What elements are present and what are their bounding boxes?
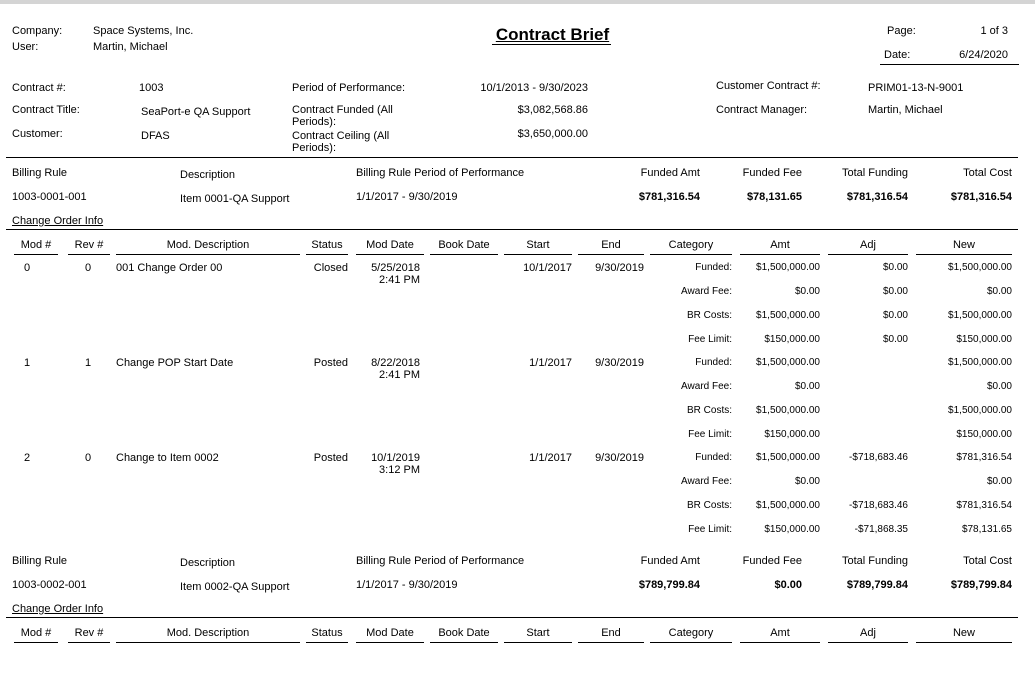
- contract-number-label: Contract #:: [12, 82, 66, 94]
- mod-date-header: Mod Date: [366, 239, 414, 251]
- billing-rule-header: Billing Rule: [12, 555, 68, 567]
- start-date-underline: [504, 642, 572, 643]
- rev-number: 0: [84, 452, 92, 464]
- new-header: New: [952, 239, 975, 251]
- company-name: Space Systems, Inc.: [93, 25, 194, 37]
- title-underline: [492, 44, 611, 45]
- date-label: Date:: [884, 49, 911, 61]
- category-label: BR Costs:: [686, 500, 732, 511]
- mod-time: 2:41 PM: [379, 274, 420, 286]
- funded-fee-header: Funded Fee: [742, 167, 802, 179]
- end-date-header: End: [601, 239, 621, 251]
- total-cost-header: Total Cost: [963, 555, 1012, 567]
- billing-rule-id: 1003-0001-001: [12, 191, 87, 203]
- funded-fee-header: Funded Fee: [742, 555, 802, 567]
- customer-contract: PRIM01-13-N-9001: [868, 82, 964, 94]
- contract-divider: [6, 157, 1018, 158]
- funded-amt-header: Funded Amt: [640, 167, 700, 179]
- status-header: Status: [311, 627, 343, 639]
- mod-description-header: Mod. Description: [166, 627, 250, 639]
- end-date: 9/30/2019: [595, 262, 644, 274]
- new-value: $1,500,000.00: [948, 405, 1012, 416]
- amt-value: $1,500,000.00: [756, 262, 820, 273]
- contract-manager: Martin, Michael: [868, 104, 943, 116]
- rev-number-underline: [68, 254, 110, 255]
- category-header: Category: [668, 239, 714, 251]
- category-label: Fee Limit:: [688, 334, 732, 345]
- adj-value: -$71,868.35: [854, 524, 908, 535]
- header-divider: [880, 64, 1019, 65]
- new-value: $0.00: [986, 286, 1012, 297]
- mod-number: 0: [23, 262, 31, 274]
- pop-value: 10/1/2013 - 9/30/2023: [480, 82, 588, 94]
- customer-contract-label: Customer Contract #:: [716, 80, 821, 92]
- report-date: 6/24/2020: [959, 49, 1008, 61]
- adj-value: $0.00: [882, 262, 908, 273]
- amt-underline: [740, 642, 820, 643]
- rev-number: 1: [84, 357, 92, 369]
- category-label: BR Costs:: [686, 310, 732, 321]
- status-underline: [306, 254, 348, 255]
- new-value: $150,000.00: [956, 429, 1012, 440]
- end-date-underline: [578, 642, 644, 643]
- top-border: [0, 0, 1035, 4]
- billing-rule-pop: 1/1/2017 - 9/30/2019: [356, 191, 458, 203]
- description-header: Description: [180, 169, 236, 181]
- start-date: 1/1/2017: [529, 452, 572, 464]
- category-label: Fee Limit:: [688, 429, 732, 440]
- category-label: Award Fee:: [681, 476, 732, 487]
- mod-number-header: Mod #: [20, 239, 52, 251]
- funded-amt-header: Funded Amt: [640, 555, 700, 567]
- pop-label: Period of Performance:: [292, 82, 406, 94]
- amt-underline: [740, 254, 820, 255]
- contract-manager-label: Contract Manager:: [716, 104, 808, 116]
- rev-number: 0: [84, 262, 92, 274]
- adj-value: $0.00: [882, 310, 908, 321]
- billing-total-cost: $789,799.84: [950, 579, 1012, 591]
- contract-number: 1003: [139, 82, 164, 94]
- contract-funded-label: Contract Funded (All Periods):: [292, 104, 393, 128]
- new-value: $1,500,000.00: [948, 310, 1012, 321]
- page-number: 1 of 3: [980, 25, 1008, 37]
- rev-number-underline: [68, 642, 110, 643]
- mod-number-header: Mod #: [20, 627, 52, 639]
- company-label: Company:: [12, 25, 63, 37]
- contract-title-label: Contract Title:: [12, 104, 80, 116]
- billing-funded-amt: $781,316.54: [638, 191, 700, 203]
- billing-funded-amt: $789,799.84: [638, 579, 700, 591]
- book-date-underline: [430, 254, 498, 255]
- start-date-header: Start: [526, 239, 550, 251]
- amt-value: $0.00: [794, 286, 820, 297]
- mod-description: 001 Change Order 00: [116, 262, 223, 274]
- end-date: 9/30/2019: [595, 357, 644, 369]
- new-value: $150,000.00: [956, 334, 1012, 345]
- billing-rule-description: Item 0001-QA Support: [180, 193, 290, 205]
- mod-description: Change to Item 0002: [116, 452, 219, 464]
- mod-description-underline: [116, 254, 300, 255]
- adj-underline: [828, 642, 908, 643]
- billing-funded-fee: $78,131.65: [746, 191, 802, 203]
- adj-value: $0.00: [882, 286, 908, 297]
- total-funding-header: Total Funding: [841, 167, 908, 179]
- amt-value: $0.00: [794, 476, 820, 487]
- mod-description-header: Mod. Description: [166, 239, 250, 251]
- status-underline: [306, 642, 348, 643]
- end-date: 9/30/2019: [595, 452, 644, 464]
- mod-date: 10/1/2019: [371, 452, 420, 464]
- billing-rule-header: Billing Rule: [12, 167, 68, 179]
- billing-funded-fee: $0.00: [774, 579, 802, 591]
- amt-value: $1,500,000.00: [756, 357, 820, 368]
- adj-underline: [828, 254, 908, 255]
- new-value: $781,316.54: [956, 452, 1012, 463]
- change-order-divider: [6, 229, 1018, 230]
- end-date-underline: [578, 254, 644, 255]
- status: Posted: [313, 452, 348, 464]
- customer-name: DFAS: [141, 130, 170, 142]
- amt-header: Amt: [770, 627, 790, 639]
- rev-number-header: Rev #: [74, 627, 104, 639]
- new-value: $0.00: [986, 476, 1012, 487]
- category-underline: [650, 642, 732, 643]
- mod-date-underline: [356, 254, 424, 255]
- category-label: BR Costs:: [686, 405, 732, 416]
- contract-title: SeaPort-e QA Support: [141, 106, 251, 118]
- amt-value: $1,500,000.00: [756, 500, 820, 511]
- billing-total-funding: $789,799.84: [846, 579, 908, 591]
- new-header: New: [952, 627, 975, 639]
- new-value: $1,500,000.00: [948, 357, 1012, 368]
- billing-total-cost: $781,316.54: [950, 191, 1012, 203]
- mod-number: 2: [23, 452, 31, 464]
- rev-number-header: Rev #: [74, 239, 104, 251]
- mod-description-underline: [116, 642, 300, 643]
- billing-total-funding: $781,316.54: [846, 191, 908, 203]
- adj-value: $0.00: [882, 334, 908, 345]
- start-date: 10/1/2017: [523, 262, 572, 274]
- adj-header: Adj: [860, 627, 876, 639]
- change-order-divider: [6, 617, 1018, 618]
- mod-number-underline: [14, 254, 58, 255]
- contract-ceiling-label: Contract Ceiling (All Periods):: [292, 130, 390, 154]
- billing-rule-id: 1003-0002-001: [12, 579, 87, 591]
- user-label: User:: [12, 41, 39, 53]
- total-cost-header: Total Cost: [963, 167, 1012, 179]
- mod-time: 2:41 PM: [379, 369, 420, 381]
- adj-value: -$718,683.46: [849, 452, 908, 463]
- start-date-underline: [504, 254, 572, 255]
- mod-date: 5/25/2018: [371, 262, 420, 274]
- category-label: Funded:: [695, 262, 732, 273]
- br-pop-header: Billing Rule Period of Performance: [356, 167, 525, 179]
- mod-date-header: Mod Date: [366, 627, 414, 639]
- amt-value: $150,000.00: [764, 429, 820, 440]
- description-header: Description: [180, 557, 236, 569]
- new-value: $78,131.65: [961, 524, 1012, 535]
- user-name: Martin, Michael: [93, 41, 168, 53]
- amt-header: Amt: [770, 239, 790, 251]
- change-order-info-link[interactable]: Change Order Info: [12, 603, 104, 615]
- start-date: 1/1/2017: [529, 357, 572, 369]
- book-date-header: Book Date: [438, 627, 490, 639]
- contract-funded: $3,082,568.86: [517, 104, 588, 116]
- status: Closed: [313, 262, 348, 274]
- status: Posted: [313, 357, 348, 369]
- status-header: Status: [311, 239, 343, 251]
- adj-value: -$718,683.46: [849, 500, 908, 511]
- page-label: Page:: [887, 25, 916, 37]
- category-label: Award Fee:: [681, 381, 732, 392]
- end-date-header: End: [601, 627, 621, 639]
- amt-value: $150,000.00: [764, 524, 820, 535]
- contract-ceiling: $3,650,000.00: [517, 128, 588, 140]
- book-date-header: Book Date: [438, 239, 490, 251]
- book-date-underline: [430, 642, 498, 643]
- category-label: Award Fee:: [681, 286, 732, 297]
- customer-label: Customer:: [12, 128, 63, 140]
- amt-value: $0.00: [794, 381, 820, 392]
- billing-rule-pop: 1/1/2017 - 9/30/2019: [356, 579, 458, 591]
- mod-date: 8/22/2018: [371, 357, 420, 369]
- page-title: Contract Brief: [495, 25, 610, 44]
- start-date-header: Start: [526, 627, 550, 639]
- category-header: Category: [668, 627, 714, 639]
- category-label: Fee Limit:: [688, 524, 732, 535]
- new-underline: [916, 254, 1012, 255]
- mod-number: 1: [23, 357, 31, 369]
- amt-value: $1,500,000.00: [756, 405, 820, 416]
- mod-date-underline: [356, 642, 424, 643]
- mod-time: 3:12 PM: [379, 464, 420, 476]
- billing-rule-description: Item 0002-QA Support: [180, 581, 290, 593]
- mod-description: Change POP Start Date: [116, 357, 234, 369]
- total-funding-header: Total Funding: [841, 555, 908, 567]
- new-value: $0.00: [986, 381, 1012, 392]
- adj-header: Adj: [860, 239, 876, 251]
- amt-value: $150,000.00: [764, 334, 820, 345]
- category-label: Funded:: [695, 357, 732, 368]
- new-value: $1,500,000.00: [948, 262, 1012, 273]
- new-value: $781,316.54: [956, 500, 1012, 511]
- amt-value: $1,500,000.00: [756, 310, 820, 321]
- new-underline: [916, 642, 1012, 643]
- category-label: Funded:: [695, 452, 732, 463]
- category-underline: [650, 254, 732, 255]
- change-order-info-link[interactable]: Change Order Info: [12, 215, 104, 227]
- br-pop-header: Billing Rule Period of Performance: [356, 555, 525, 567]
- amt-value: $1,500,000.00: [756, 452, 820, 463]
- mod-number-underline: [14, 642, 58, 643]
